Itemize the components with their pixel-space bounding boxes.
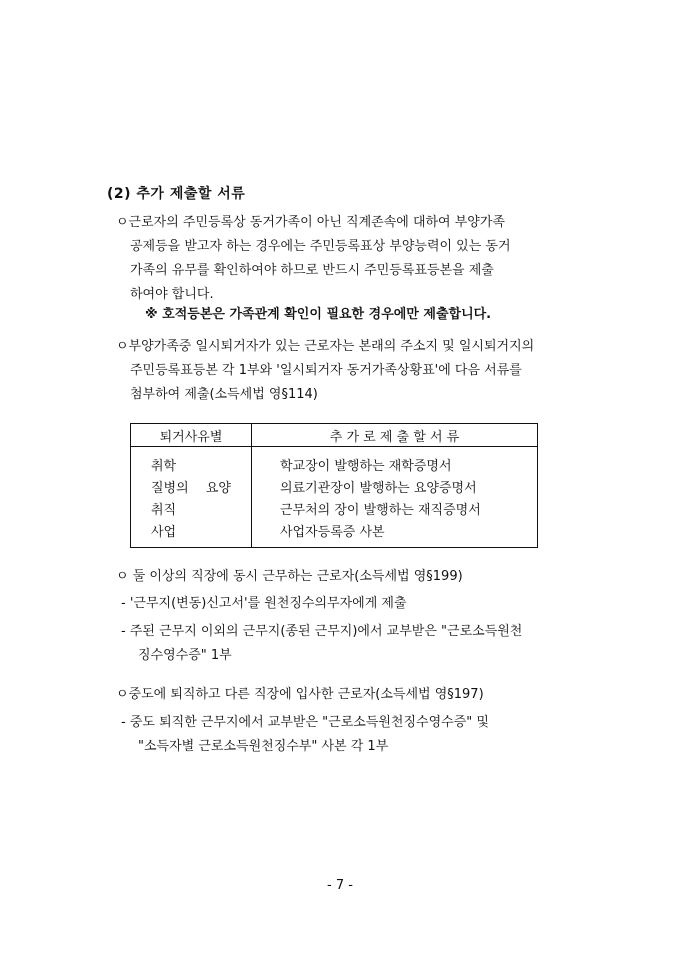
table-row — [131, 475, 538, 497]
row-document: 근무처의 장이 발행하는 재직증명서 — [280, 502, 481, 518]
section-heading: (2) 추가 제출할 서류 — [107, 186, 246, 202]
row-document: 학교장이 발행하는 재학증명서 — [280, 458, 452, 474]
table-row — [131, 519, 538, 548]
paragraph-1-line-2: 공제등을 받고자 하는 경우에는 주민등록표상 부양능력이 있는 동거 — [130, 239, 511, 254]
row-document: 사업자등록증 사본 — [280, 524, 385, 540]
table-header-reason: 퇴거사유별 — [131, 424, 252, 447]
paragraph-3-item-1: - '근무지(변동)신고서'를 원천징수의무자에게 제출 — [121, 596, 407, 611]
table-row — [131, 497, 538, 519]
row-reason: 취직 — [151, 502, 177, 518]
row-document: 의료기관장이 발행하는 요양증명서 — [280, 480, 477, 496]
note-text: ※ 호적등본은 가족관계 확인이 필요한 경우에만 제출합니다. — [145, 307, 492, 322]
paragraph-2-line-1: ㅇ부양가족중 일시퇴거자가 있는 근로자는 본래의 주소지 및 일시퇴거지의 — [116, 339, 535, 354]
row-reason: 질병의 요양 — [151, 480, 231, 496]
page-number: - 7 - — [327, 878, 353, 893]
table-header-row — [131, 424, 538, 447]
paragraph-4-item-1-line-2: "소득자별 근로소득원천징수부" 사본 각 1부 — [138, 739, 389, 754]
row-reason: 취학 — [151, 458, 177, 474]
table-row — [131, 447, 538, 476]
reason-table — [130, 423, 538, 548]
paragraph-1-line-1: ㅇ근로자의 주민등록상 동거가족이 아닌 직계존속에 대하여 부양가족 — [116, 215, 505, 230]
paragraph-4-title: ㅇ중도에 퇴직하고 다른 직장에 입사한 근로자(소득세법 영§197) — [116, 687, 484, 702]
paragraph-1-line-3: 가족의 유무를 확인하여야 하므로 반드시 주민등록표등본을 제출 — [130, 263, 494, 278]
paragraph-3-title: ㅇ 둘 이상의 직장에 동시 근무하는 근로자(소득세법 영§199) — [116, 569, 463, 584]
paragraph-2-line-3: 첨부하여 제출(소득세법 영§114) — [130, 387, 318, 402]
paragraph-4-item-1-line-1: - 중도 퇴직한 근무지에서 교부받은 "근로소득원천징수영수증" 및 — [121, 715, 489, 730]
paragraph-2-line-2: 주민등록표등본 각 1부와 '일시퇴거자 동거가족상황표'에 다음 서류를 — [130, 363, 522, 378]
row-reason: 사업 — [151, 524, 177, 540]
paragraph-3-item-2-line-1: - 주된 근무지 이외의 근무지(종된 근무지)에서 교부받은 "근로소득원천 — [121, 624, 523, 639]
paragraph-3-item-2-line-2: 징수영수증" 1부 — [138, 648, 232, 663]
paragraph-1-line-4: 하여야 합니다. — [130, 287, 214, 302]
table-header-documents: 추 가 로 제 출 할 서 류 — [252, 424, 538, 447]
